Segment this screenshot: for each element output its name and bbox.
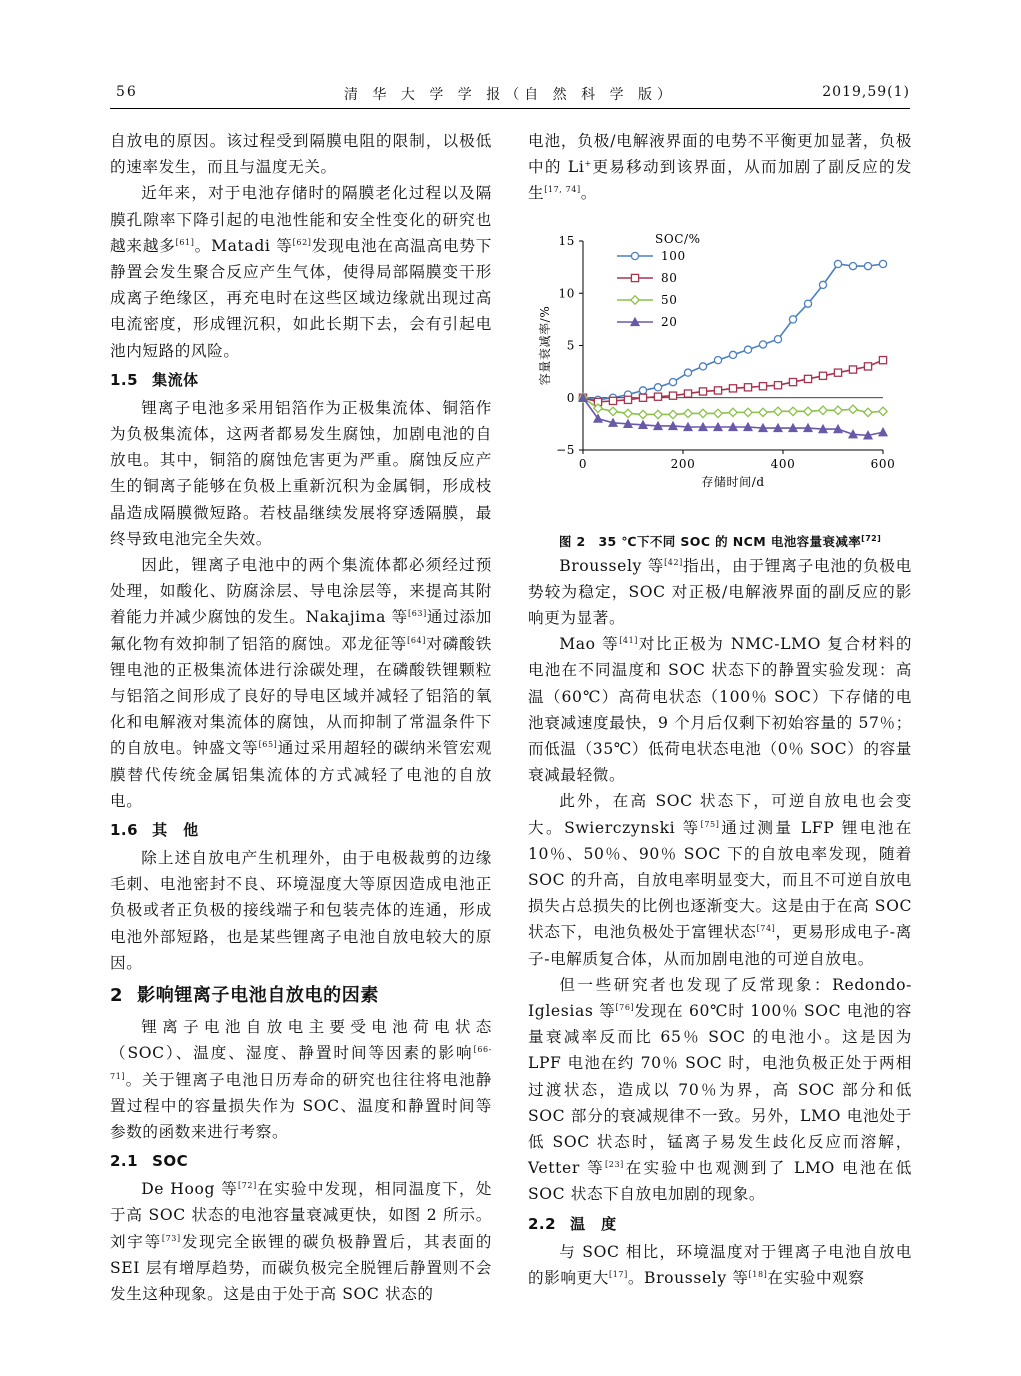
paragraph: 与 SOC 相比，环境温度对于锂离子电池自放电的影响更大[17]。Broussely 等[18]在实验中观察 [528, 1242, 912, 1287]
data-point-80 [789, 378, 796, 385]
legend-title: SOC/% [655, 231, 701, 246]
x-axis-label: 存储时间/d [701, 474, 765, 489]
data-point-50 [834, 406, 842, 414]
data-point-80 [864, 362, 871, 369]
data-point-50 [759, 408, 767, 416]
citation: [63] [407, 609, 427, 619]
paragraph: 锂离子电池自放电主要受电池荷电状态（SOC）、温度、湿度、静置时间等因素的影响[66-71]。关于锂离子电池日历寿命的研究也往往将电池静置过程中的容量损失作为 SOC、温度和静置时间等参数的函数来进行考察。 [110, 1018, 492, 1141]
page-number: 56 [116, 84, 138, 100]
citation: [23] [605, 1160, 624, 1170]
citation: [18] [748, 1269, 768, 1279]
left-column [110, 128, 492, 1307]
data-point-50 [714, 409, 722, 417]
paragraph: 自放电的原因。该过程受到隔膜电阻的限制，以极低的速率发生，而且与温度无关。 [110, 132, 492, 177]
data-point-100 [834, 260, 841, 267]
legend-label: 20 [661, 314, 678, 329]
x-tick-label: 400 [770, 456, 796, 471]
x-tick-label: 600 [870, 456, 896, 471]
data-point-50 [729, 408, 737, 416]
data-point-50 [849, 405, 857, 413]
data-point-50 [669, 410, 677, 418]
data-point-50 [864, 408, 872, 416]
citation: [76] [615, 1002, 635, 1012]
section-heading: 1.6 其 他 [110, 821, 199, 840]
citation: [66-71] [110, 1045, 492, 1081]
data-point-100 [789, 315, 796, 322]
paragraph: De Hoog 等[72]在实验中发现，相同温度下，处于高 SOC 状态的电池容量衰减更快，如图 2 所示。刘宇等[73]发现完全嵌锂的碳负极静置后，其表面的 SEI 层有增厚趋势，而碳负极完全脱锂后静置则不会发生这种现象。这是由于处于高 SOC 状态的 [110, 1180, 492, 1303]
paragraph: 除上述自放电产生机理外，由于电极裁剪的边缘毛刺、电池密封不良、环境湿度大等原因造成电池正负极或者正负极的接线端子和包装壳体的连通，形成电池外部短路，也是某些锂离子电池自放电较大的原因。 [110, 849, 492, 972]
y-tick-label: 15 [558, 233, 575, 248]
data-point-100 [864, 262, 871, 269]
x-tick-label: 0 [578, 456, 588, 471]
data-point-50 [744, 408, 752, 416]
data-point-50 [699, 409, 707, 417]
citation: [61] [175, 237, 195, 247]
data-point-50 [624, 409, 632, 417]
data-point-50 [609, 407, 617, 415]
legend-label: 80 [661, 270, 678, 285]
y-tick-label: 5 [566, 338, 575, 353]
data-point-100 [744, 346, 751, 353]
legend-marker [631, 252, 638, 259]
volume-info: 2019,59(1) [822, 84, 910, 100]
data-point-80 [834, 369, 841, 376]
citation: [64] [407, 635, 426, 645]
data-point-80 [759, 382, 766, 389]
citation: [74] [756, 924, 776, 934]
data-point-80 [684, 390, 691, 397]
data-point-80 [744, 383, 751, 390]
legend-label: 50 [661, 292, 678, 307]
citation: [17, 74] [544, 185, 581, 195]
data-point-100 [804, 300, 811, 307]
citation: [62] [292, 237, 312, 247]
data-point-80 [624, 396, 631, 403]
paragraph: 但一些研究者也发现了反常现象：Redondo-Iglesias 等[76]发现在 60℃时 100％ SOC 电池的容量衰减率反而比 65％ SOC 的电池小。这是因为 LPF 电池在约 70％ SOC 时，电池负极正处于两相过渡状态，造成以 70％为界，高 SOC 部分和低 SOC 部分的衰减规律不一致。另外，LMO 电池处于低 SOC 状态时，锰离子易发生歧化反应而溶解，Vetter 等[23]在实验中也观测到了 LMO 电池在低 SOC 状态下自放电加剧的现象。 [528, 975, 913, 1204]
data-point-80 [879, 356, 886, 363]
data-point-100 [654, 383, 661, 390]
data-point-80 [714, 386, 721, 393]
y-tick-label: 0 [566, 390, 575, 405]
y-axis-label: 容量衰减率/% [538, 305, 552, 385]
data-point-50 [804, 407, 812, 415]
x-tick-label: 200 [670, 456, 696, 471]
data-point-100 [759, 340, 766, 347]
running-header [110, 84, 910, 108]
data-point-50 [774, 407, 782, 415]
data-point-80 [654, 393, 661, 400]
section-heading: 2.1 SOC [110, 1152, 189, 1171]
data-point-100 [639, 386, 646, 393]
citation: [75] [700, 819, 720, 829]
legend-marker [631, 274, 638, 281]
paragraph: Mao 等[41]对比正极为 NMC-LMO 复合材料的电池在不同温度和 SOC 状态下的静置实验发现：高温（60℃）高荷电状态（100％ SOC）下存储的电池衰减速度最快，9 个月后仅剩下初始容量的 57％；而低温（35℃）低荷电状态电池（0％ SOC）的容量衰减最轻微。 [528, 635, 913, 785]
data-point-100 [669, 378, 676, 385]
data-point-80 [804, 375, 811, 382]
data-point-100 [714, 356, 721, 363]
paragraph: 锂离子电池多采用铝箔作为正极集流体、铜箔作为负极集流体，这两者都易发生腐蚀，加剧电池的自放电。其中，铜箔的腐蚀危害更为严重。腐蚀反应产生的铜离子能够在负极上重新沉积为金属铜，形成枝晶造成隔膜微短路。若枝晶继续发展将穿透隔膜，最终导致电池完全失效。 [110, 398, 492, 548]
data-point-100 [684, 369, 691, 376]
header-rule [110, 108, 910, 109]
data-point-80 [774, 381, 781, 388]
data-point-80 [729, 384, 736, 391]
data-point-80 [669, 392, 676, 399]
data-point-100 [849, 262, 856, 269]
paragraph: 近年来，对于电池存储时的隔膜老化过程以及隔膜孔隙率下降引起的电池性能和安全性变化的研究也越来越多[61]。Matadi 等[62]发现电池在高温高电势下静置会发生聚合反应产生气体，使得局部隔膜变干形成离子绝缘区，再充电时在这些区域边缘就出现过高电流密度，形成锂沉积，如此长期下去，会有引起电池内短路的风险。 [110, 184, 492, 360]
data-point-50 [684, 409, 692, 417]
data-point-80 [609, 397, 616, 404]
figure-caption: 图 2 35 ℃下不同 SOC 的 NCM 电池容量衰减率[72] [558, 533, 882, 549]
data-point-50 [819, 406, 827, 414]
journal-title: 清 华 大 学 学 报（自 然 科 学 版） [343, 87, 677, 103]
paragraph: Broussely 等[42]指出，由于锂离子电池的负极电势较为稳定，SOC 对正极/电解液界面的副反应的影响更为显著。 [528, 556, 912, 628]
citation: [42] [664, 557, 683, 567]
legend-marker [631, 295, 639, 303]
right-column [528, 128, 912, 1291]
data-point-100 [879, 260, 886, 267]
data-point-80 [639, 394, 646, 401]
data-point-50 [879, 407, 887, 415]
citation: [17] [608, 1269, 628, 1279]
citation: [72] [861, 533, 882, 543]
chapter-heading: 2 影响锂离子电池自放电的因素 [110, 985, 379, 1007]
citation: [41] [619, 636, 639, 646]
paragraph: 电池，负极/电解液界面的电势不平衡更加显著，负极中的 Li+更易移动到该界面，从而加剧了副反应的发生[17, 74]。 [528, 132, 912, 203]
data-point-80 [849, 366, 856, 373]
legend-label: 100 [661, 248, 686, 263]
citation: [65] [258, 740, 278, 750]
paragraph: 此外，在高 SOC 状态下，可逆自放电也会变大。Swierczynski 等[75]通过测量 LFP 锂电池在 10％、50％、90％ SOC 下的自放电率发现，随着 SOC 的升高，自放电率明显变大，而且不可逆自放电损失占总损失的比例也逐渐变大。这是由于在高 SOC 状态下，电池负极处于富锂状态[74]，更易形成电子-离子-电解质复合体，从而加剧电池的可逆自放电。 [528, 792, 912, 968]
data-point-50 [654, 410, 662, 418]
figure-2 [528, 213, 912, 529]
citation: [73] [161, 1233, 181, 1243]
data-point-100 [699, 362, 706, 369]
section-heading: 1.5 集流体 [110, 370, 199, 389]
series-line-100 [583, 264, 883, 400]
data-point-80 [819, 372, 826, 379]
data-point-20 [879, 428, 887, 436]
paragraph: 因此，锂离子电池中的两个集流体都必须经过预处理，如酸化、防腐涂层、导电涂层等，来提高其附着能力并减少腐蚀的发生。Nakajima 等[63]通过添加氟化物有效抑制了铝箔的腐蚀。邓龙征等[64]对磷酸铁锂电池的正极集流体进行涂碳处理，在磷酸铁锂颗粒与铝箔之间形成了良好的导电区域并减轻了铝箔的氧化和电解液对集流体的腐蚀，从而抑制了常温条件下的自放电。钟盛文等[65]通过采用超轻的碳纳米管宏观膜替代传统金属铝集流体的方式减轻了电池的自放电。 [110, 556, 492, 810]
citation: [72] [238, 1180, 257, 1190]
section-heading: 2.2 温 度 [528, 1214, 617, 1233]
y-tick-label: −5 [556, 442, 575, 457]
data-point-80 [699, 387, 706, 394]
y-tick-label: 10 [558, 285, 575, 300]
data-point-100 [819, 281, 826, 288]
data-point-50 [639, 410, 647, 418]
data-point-100 [729, 351, 736, 358]
data-point-100 [774, 335, 781, 342]
data-point-50 [789, 407, 797, 415]
capacity-fade-chart [528, 213, 912, 529]
